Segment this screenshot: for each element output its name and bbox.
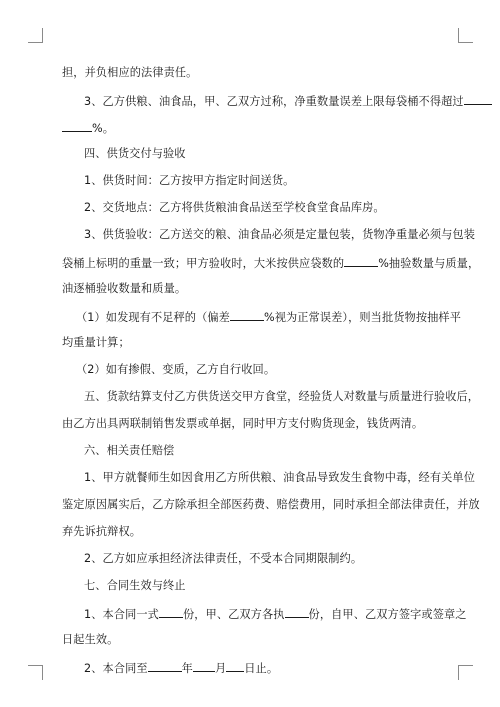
fill-blank xyxy=(226,660,244,672)
crop-mark-top-right xyxy=(458,28,473,43)
text-run: 份，自甲、乙双方签字或签章之 xyxy=(308,608,467,621)
paragraph-line: 3、供货验收：乙方送交的粮、油食品必须是定量包装，货物净重量必须与包装 xyxy=(84,228,475,241)
paragraph-line: 鉴定原因属实后，乙方除承担全部医药费、赔偿费用，同时承担全部法律责任，并放 xyxy=(62,498,480,511)
fill-blank xyxy=(148,660,182,672)
fill-blank xyxy=(159,606,183,618)
text-run: %视为正常误差），则当批货物按抽样平 xyxy=(263,311,461,324)
paragraph-line xyxy=(62,120,440,134)
fill-blank xyxy=(193,660,215,672)
paragraph-line: 弃先诉抗辩权。 xyxy=(62,525,142,538)
fill-blank xyxy=(464,93,492,105)
fill-blank xyxy=(62,120,92,132)
text-run: （1）如发现有不足秤的（偏差 xyxy=(76,311,230,324)
paragraph-line: 担，并负相应的法律责任。 xyxy=(62,66,198,79)
section-heading: 七、合同生效与终止 xyxy=(84,579,186,592)
crop-mark-bottom-right xyxy=(458,665,473,680)
text-run: 日止。 xyxy=(244,662,279,675)
paragraph-line: 五、货款结算支付乙方供货送交甲方食堂，经验货人对数量与质量进行验收后， xyxy=(84,390,480,403)
paragraph-line: 2、交货地点：乙方将供货粮油食品送至学校食堂食品库房。 xyxy=(84,201,385,214)
paragraph-line xyxy=(62,93,464,108)
paragraph-line: 2、乙方如应承担经济法律责任，不受本合同期限制约。 xyxy=(84,552,363,565)
text-run: %抽验数量与质量， xyxy=(378,257,480,270)
text-run: 份，甲、乙双方各执 xyxy=(182,608,285,621)
paragraph-line xyxy=(62,255,480,270)
paragraph-line: 均重量计算； xyxy=(62,336,130,349)
text-run: 月 xyxy=(214,662,227,675)
text-run: 年 xyxy=(181,662,193,675)
document-body xyxy=(62,66,480,675)
fill-blank xyxy=(230,309,264,321)
paragraph-line: 由乙方出具两联制销售发票或单据，同时甲方支付购货现金，钱货两清。 xyxy=(62,417,424,430)
fill-blank xyxy=(344,255,378,267)
text-run: 3、乙方供粮、油食品，甲、乙双方过称，净重数量误差上限每袋桶不得超过 xyxy=(84,95,464,108)
paragraph-line: 油逐桶验收数量和质量。 xyxy=(62,282,187,295)
paragraph-line: 1、甲方就餐师生如因食用乙方所供粮、油食品导致发生食物中毒，经有关单位 xyxy=(84,471,475,484)
crop-mark-top-left xyxy=(28,28,43,43)
text-run: 1、本合同一式 xyxy=(84,608,159,621)
section-heading: 四、供货交付与验收 xyxy=(84,147,186,160)
fill-blank xyxy=(285,606,309,618)
section-heading: 六、相关责任赔偿 xyxy=(84,444,175,457)
paragraph-line xyxy=(62,660,440,674)
crop-mark-bottom-left xyxy=(28,665,43,680)
text-run: 袋桶上标明的重量一致；甲方验收时，大米按供应袋数的 xyxy=(62,257,345,270)
paragraph-line xyxy=(62,309,461,324)
text-run: 2、本合同至 xyxy=(84,662,148,675)
paragraph-line: 日起生效。 xyxy=(62,633,119,646)
paragraph-line xyxy=(62,606,467,621)
paragraph-line: 1、供货时间：乙方按甲方指定时间送货。 xyxy=(84,174,295,187)
text-run: %。 xyxy=(92,122,115,135)
paragraph-line: （2）如有掺假、变质，乙方自行收回。 xyxy=(76,363,276,376)
